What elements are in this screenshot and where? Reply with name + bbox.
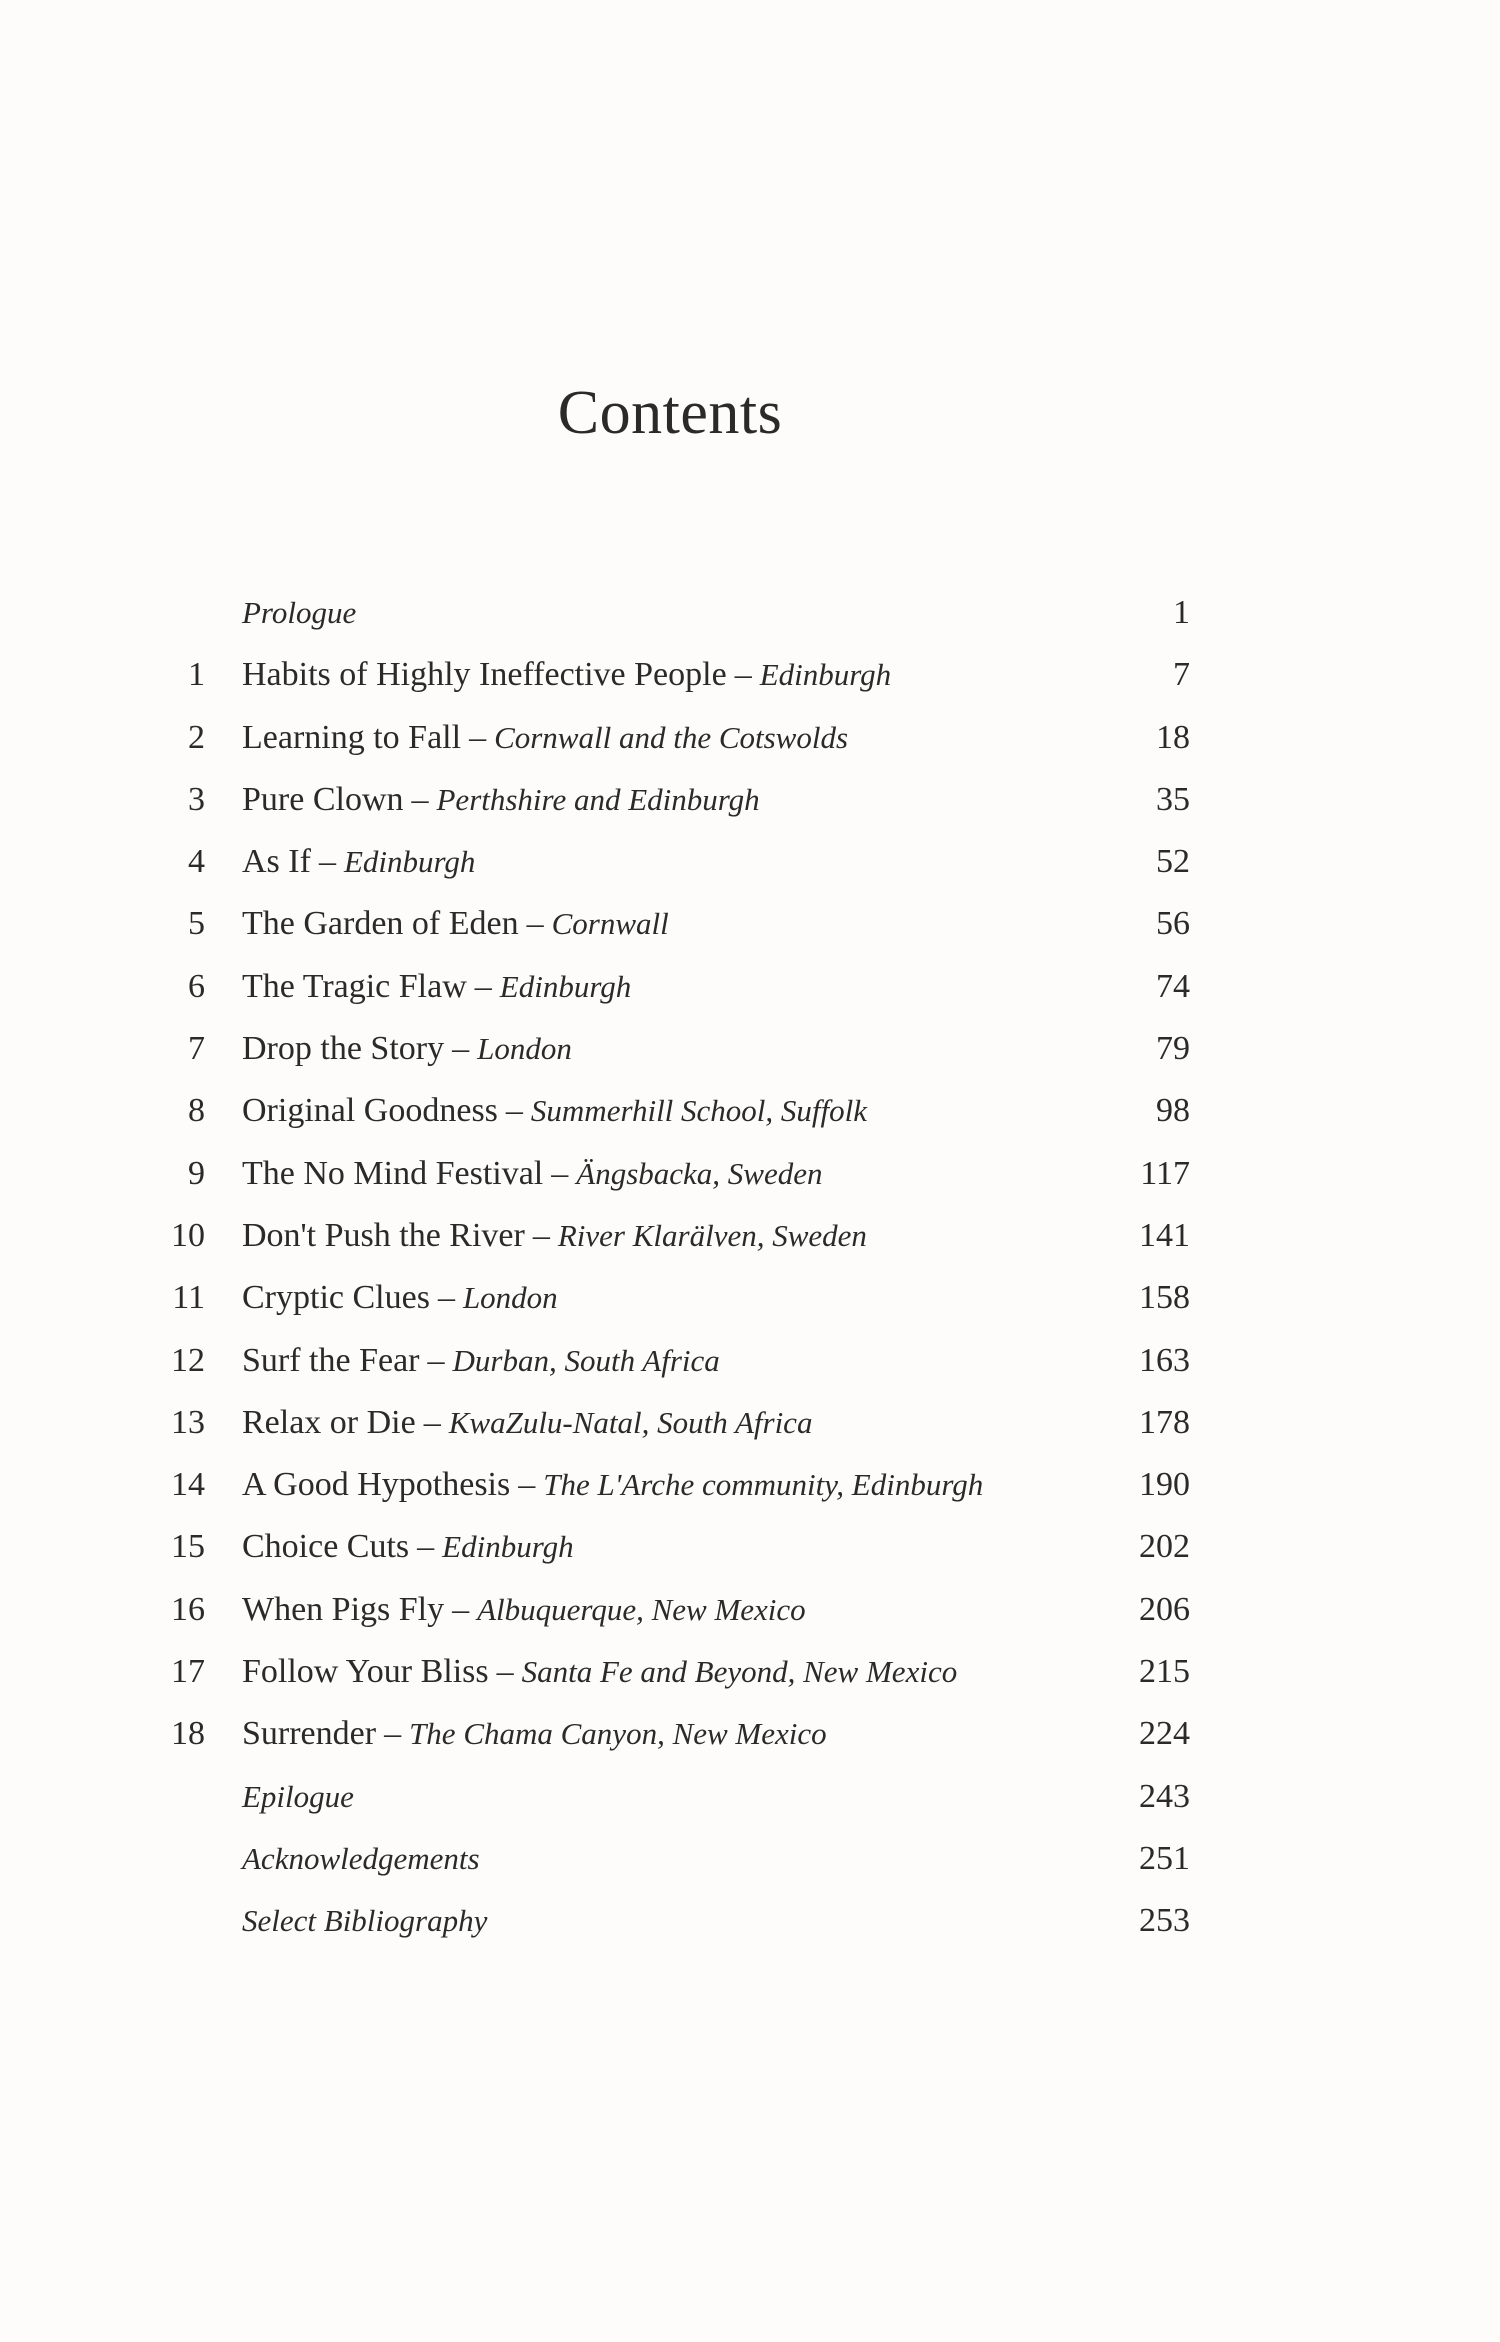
- toc-row-chapter-9: [150, 1143, 1190, 1205]
- chapter-place: The L'Arche community, Edinburgh: [543, 1467, 984, 1503]
- chapter-place: Perthshire and Edinburgh: [436, 781, 760, 817]
- separator: –: [423, 1403, 441, 1441]
- page-number: 18: [1156, 718, 1190, 756]
- chapter-place: KwaZulu-Natal, South Africa: [448, 1404, 813, 1440]
- separator: –: [452, 1030, 470, 1068]
- chapter-place: Edinburgh: [499, 968, 632, 1004]
- table-of-contents: [150, 582, 1190, 1953]
- page-number: 35: [1156, 780, 1190, 818]
- toc-row-chapter-1: [150, 644, 1190, 706]
- chapter-title: A Good Hypothesis: [242, 1466, 511, 1504]
- chapter-entry: [242, 956, 631, 1018]
- toc-row-chapter-7: [150, 1018, 1190, 1080]
- separator: –: [437, 1279, 455, 1317]
- chapter-place: Cornwall and the Cotswolds: [494, 719, 849, 755]
- chapter-number: 15: [171, 1528, 205, 1566]
- chapter-number: 10: [171, 1216, 205, 1254]
- chapter-title: The Tragic Flaw: [242, 967, 467, 1005]
- toc-row-chapter-11: [150, 1267, 1190, 1329]
- page-number: 224: [1139, 1715, 1190, 1753]
- toc-row-prologue: [150, 582, 1190, 644]
- chapter-number: 8: [188, 1092, 205, 1130]
- page-number: 202: [1139, 1528, 1190, 1566]
- separator: –: [411, 780, 429, 818]
- page-number: 141: [1139, 1216, 1190, 1254]
- chapter-title: Choice Cuts: [242, 1528, 410, 1566]
- chapter-number: 13: [171, 1403, 205, 1441]
- chapter-place: River Klarälven, Sweden: [557, 1217, 867, 1253]
- chapter-title: Cryptic Clues: [242, 1279, 430, 1317]
- separator: –: [526, 905, 544, 943]
- toc-row-chapter-13: [150, 1392, 1190, 1454]
- page-number: 253: [1139, 1902, 1190, 1940]
- chapter-entry: [242, 1579, 806, 1641]
- page-number: 1: [1173, 594, 1190, 631]
- chapter-place: Edinburgh: [343, 844, 476, 880]
- separator: –: [318, 843, 336, 881]
- toc-row-chapter-8: [150, 1080, 1190, 1142]
- chapter-number: 1: [188, 656, 205, 694]
- chapter-title: Pure Clown: [242, 780, 404, 818]
- separator: –: [469, 718, 487, 756]
- chapter-title: As If: [242, 843, 311, 881]
- separator: –: [474, 967, 492, 1005]
- chapter-entry: [242, 1143, 822, 1205]
- chapter-place: Durban, South Africa: [452, 1342, 720, 1378]
- page-number: 79: [1156, 1030, 1190, 1068]
- chapter-title: The Garden of Eden: [242, 905, 519, 943]
- chapter-number: 16: [171, 1590, 205, 1628]
- separator: –: [505, 1092, 523, 1130]
- chapter-number: 5: [188, 905, 205, 943]
- chapter-place: The Chama Canyon, New Mexico: [409, 1716, 827, 1752]
- chapter-title: Relax or Die: [242, 1403, 416, 1441]
- separator: –: [518, 1466, 536, 1504]
- chapter-number: 3: [188, 780, 205, 818]
- chapter-entry: [242, 893, 669, 955]
- chapter-title: Habits of Highly Ineffective People: [242, 656, 727, 694]
- chapter-entry: [242, 1703, 827, 1765]
- toc-row-chapter-15: [150, 1516, 1190, 1578]
- toc-row-chapter-16: [150, 1579, 1190, 1641]
- toc-row-chapter-2: [150, 707, 1190, 769]
- chapter-entry: [242, 1641, 957, 1703]
- chapter-place: Cornwall: [551, 906, 669, 942]
- chapter-number: 2: [188, 718, 205, 756]
- chapter-entry: [242, 1018, 572, 1080]
- chapter-title: The No Mind Festival: [242, 1154, 544, 1192]
- separator: –: [427, 1341, 445, 1379]
- page-number: 190: [1139, 1466, 1190, 1504]
- chapter-entry: [242, 1267, 558, 1329]
- front-matter-title: Prologue: [242, 595, 357, 630]
- chapter-title: Original Goodness: [242, 1092, 498, 1130]
- chapter-number: 11: [172, 1279, 205, 1317]
- separator: –: [452, 1590, 470, 1628]
- chapter-title: Surf the Fear: [242, 1341, 420, 1379]
- toc-row-chapter-10: [150, 1205, 1190, 1267]
- chapter-entry: [242, 1454, 983, 1516]
- chapter-place: Ängsbacka, Sweden: [576, 1155, 823, 1191]
- page-number: 158: [1139, 1279, 1190, 1317]
- chapter-title: When Pigs Fly: [242, 1590, 445, 1628]
- chapter-entry: [242, 1330, 720, 1392]
- chapter-place: London: [462, 1280, 558, 1316]
- page-number: 178: [1139, 1403, 1190, 1441]
- page-number: 7: [1173, 656, 1190, 694]
- toc-row-chapter-5: [150, 893, 1190, 955]
- separator: –: [496, 1653, 514, 1691]
- page-number: 117: [1140, 1154, 1190, 1192]
- separator: –: [532, 1216, 550, 1254]
- chapter-place: Santa Fe and Beyond, New Mexico: [521, 1654, 958, 1690]
- chapter-entry: [242, 1516, 574, 1578]
- chapter-place: Summerhill School, Suffolk: [530, 1093, 868, 1129]
- separator: –: [551, 1154, 569, 1192]
- toc-row-chapter-14: [150, 1454, 1190, 1516]
- toc-row-acknowledgements: [150, 1828, 1190, 1890]
- chapter-number: 14: [171, 1466, 205, 1504]
- toc-row-bibliography: [150, 1890, 1190, 1952]
- page-number: 251: [1139, 1839, 1190, 1877]
- chapter-number: 17: [171, 1653, 205, 1691]
- chapter-place: London: [477, 1031, 572, 1067]
- back-matter-title: Select Bibliography: [242, 1903, 488, 1939]
- page-number: 206: [1139, 1590, 1190, 1628]
- chapter-title: Learning to Fall: [242, 718, 462, 756]
- chapter-number: 4: [188, 843, 205, 881]
- separator: –: [417, 1528, 435, 1566]
- chapter-title: Don't Push the River: [242, 1216, 525, 1254]
- back-matter-title: Epilogue: [242, 1778, 354, 1814]
- chapter-title: Surrender: [242, 1715, 377, 1753]
- page-number: 56: [1156, 905, 1190, 943]
- page-title: Contents: [557, 379, 783, 447]
- chapter-number: 18: [171, 1715, 205, 1753]
- page-number: 74: [1156, 967, 1190, 1005]
- chapter-entry: [242, 769, 760, 831]
- page-number: 215: [1139, 1653, 1190, 1691]
- chapter-entry: [242, 831, 475, 893]
- chapter-entry: [242, 1205, 867, 1267]
- chapter-entry: [242, 644, 891, 706]
- chapter-entry: [242, 1080, 867, 1142]
- chapter-number: 6: [188, 967, 205, 1005]
- page-number: 98: [1156, 1092, 1190, 1130]
- toc-row-chapter-6: [150, 956, 1190, 1018]
- separator: –: [384, 1715, 402, 1753]
- toc-row-chapter-17: [150, 1641, 1190, 1703]
- page-number: 163: [1139, 1341, 1190, 1379]
- toc-row-chapter-12: [150, 1330, 1190, 1392]
- chapter-place: Edinburgh: [442, 1529, 574, 1565]
- separator: –: [734, 656, 752, 694]
- chapter-number: 9: [188, 1154, 205, 1192]
- chapter-title: Drop the Story: [242, 1030, 445, 1068]
- chapter-entry: [242, 1392, 812, 1454]
- chapter-place: Albuquerque, New Mexico: [477, 1591, 806, 1627]
- chapter-title: Follow Your Bliss: [242, 1653, 489, 1691]
- page-number: 243: [1139, 1777, 1190, 1815]
- toc-row-chapter-18: [150, 1703, 1190, 1765]
- chapter-number: 7: [188, 1030, 205, 1068]
- chapter-entry: [242, 707, 848, 769]
- page-number: 52: [1156, 843, 1190, 881]
- toc-row-chapter-4: [150, 831, 1190, 893]
- chapter-number: 12: [171, 1341, 205, 1379]
- toc-row-epilogue: [150, 1766, 1190, 1828]
- back-matter-title: Acknowledgements: [242, 1840, 480, 1876]
- chapter-place: Edinburgh: [759, 657, 892, 693]
- toc-row-chapter-3: [150, 769, 1190, 831]
